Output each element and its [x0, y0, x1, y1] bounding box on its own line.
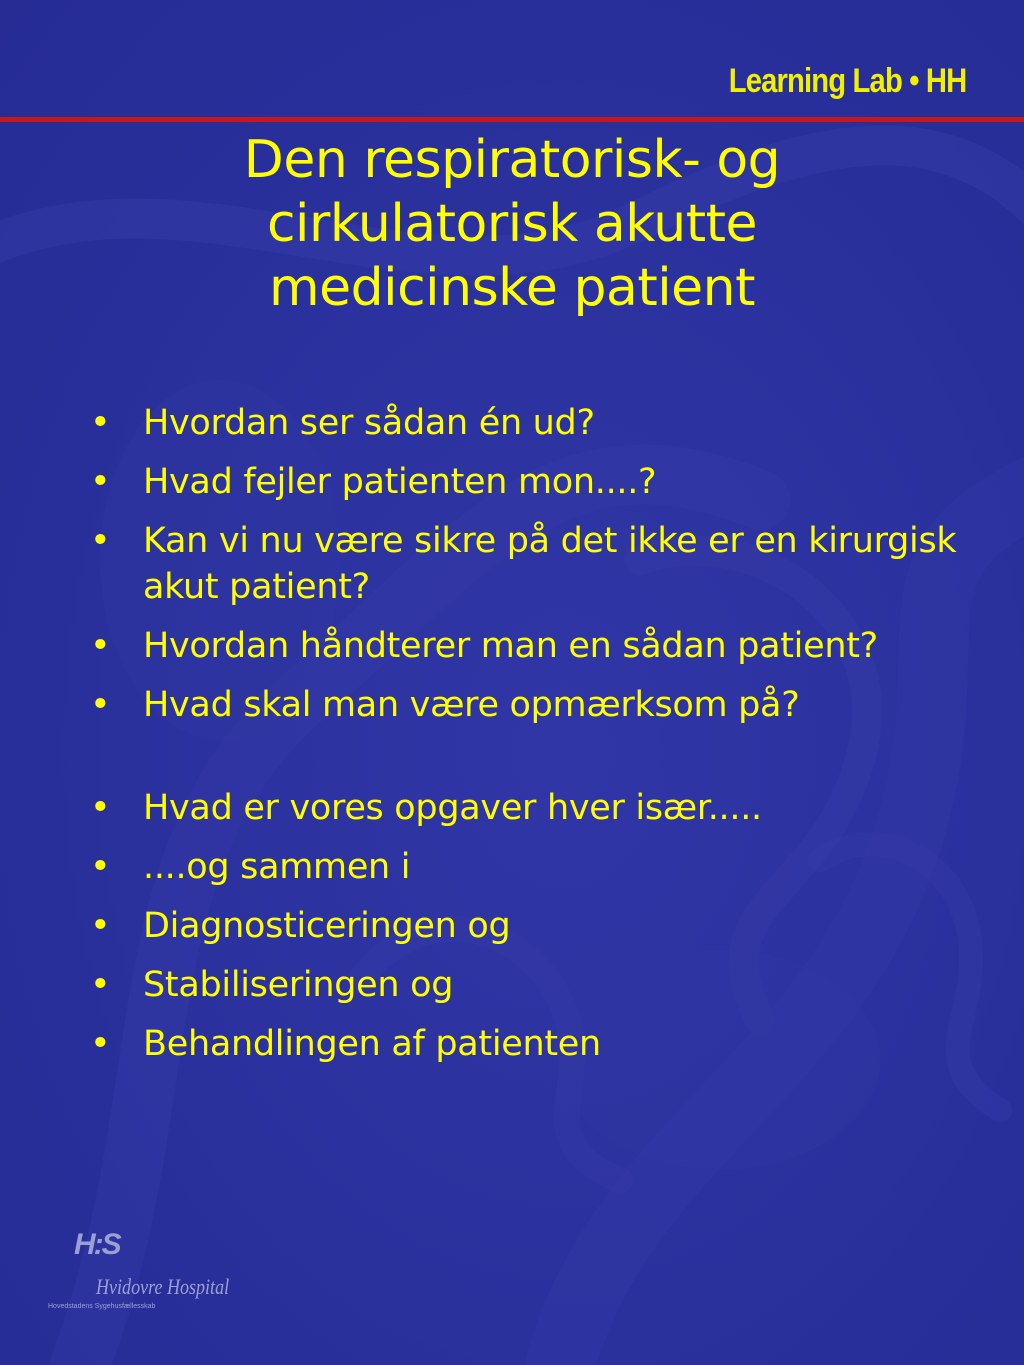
bullet-dot: • [90, 1024, 111, 1064]
bullet-item [88, 844, 968, 890]
bullet-text: Hvordan håndterer man en sådan patient? [143, 626, 878, 666]
bullet-text: Stabiliseringen og [143, 965, 454, 1005]
bullet-text: ....og sammen i [143, 847, 411, 887]
bullet-list [88, 400, 968, 1080]
bullet-text: Diagnosticeringen og [143, 906, 511, 946]
bullet-text: Hvordan ser sådan én ud? [143, 403, 595, 443]
bullet-item [88, 518, 968, 610]
bullet-item [88, 1021, 968, 1067]
bullet-item [88, 903, 968, 949]
bullet-dot: • [90, 788, 111, 828]
bullet-item [88, 400, 968, 446]
bullet-text: Hvad skal man være opmærksom på? [143, 685, 800, 725]
bullet-item [88, 459, 968, 505]
bullet-text: Kan vi nu være sikre på det ikke er en kirurgisk akut patient? [143, 521, 957, 607]
bullet-dot: • [90, 462, 111, 502]
bullet-dot: • [90, 685, 111, 725]
slide-title [0, 128, 1024, 320]
bullet-item [88, 785, 968, 831]
title-line-2: cirkulatorisk akutte [266, 194, 758, 254]
title-line-3: medicinske patient [268, 258, 755, 318]
bullet-text: Hvad fejler patienten mon....? [143, 462, 657, 502]
bullet-dot: • [90, 626, 111, 666]
hospital-name: Hvidovre Hospital [96, 1274, 230, 1299]
bullet-dot: • [90, 521, 111, 561]
bullet-item [88, 962, 968, 1008]
bullet-dot: • [90, 906, 111, 946]
bullet-dot: • [90, 965, 111, 1005]
bullet-dot: • [90, 847, 111, 887]
bullet-item [88, 682, 968, 728]
title-line-1: Den respiratorisk- og [243, 130, 781, 190]
learning-lab-brand: Learning Lab • HH [728, 62, 966, 100]
hospital-logo [48, 1228, 228, 1318]
header-divider [0, 117, 1024, 122]
hospital-tagline: Hovedstadens Sygehusfællesskab [48, 1303, 156, 1310]
bullet-text: Behandlingen af patienten [143, 1024, 601, 1064]
bullet-dot: • [90, 403, 111, 443]
bullet-text: Hvad er vores opgaver hver især..... [143, 788, 762, 828]
hs-logo-mark: H:S [74, 1228, 120, 1261]
bullet-item [88, 623, 968, 669]
